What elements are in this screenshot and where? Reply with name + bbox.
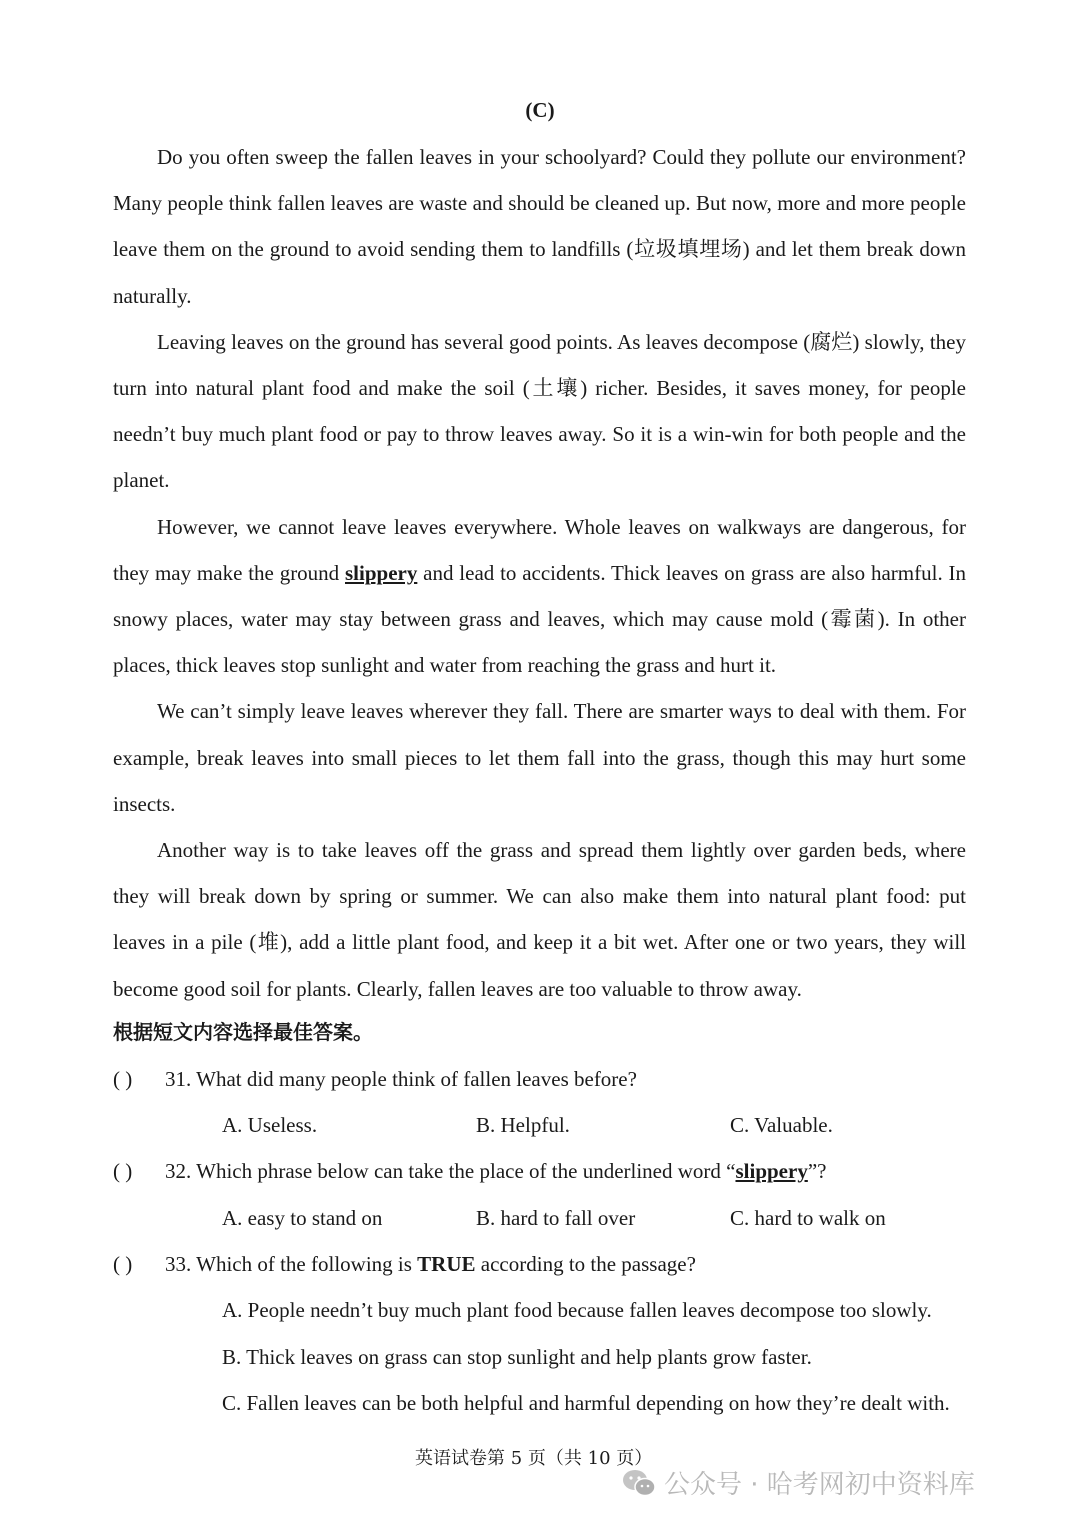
option-a[interactable]: A. easy to stand on xyxy=(222,1206,383,1230)
underlined-word: slippery xyxy=(735,1159,808,1183)
question-text-before: 32. Which phrase below can take the place of the underlined word “ xyxy=(165,1159,736,1183)
option-b[interactable]: B. Helpful. xyxy=(476,1113,570,1137)
watermark-text: 公众号 · 哈考网初中资料库 xyxy=(664,1470,975,1500)
answer-blank[interactable]: ( ) xyxy=(113,1159,133,1183)
option-c[interactable]: C. Valuable. xyxy=(730,1113,833,1137)
wechat-icon xyxy=(622,1468,656,1498)
passage-paragraph-5: Another way is to take leaves off the grass and spread them lightly over garden beds, where they will break down by spring or summer. We can also make them into natural plant food: put leaves in a pile (堆), add a little plant food, and keep it a bit wet. After one or two years, they will become good soil for plants. Clearly, fallen leaves are too valuable to throw away. xyxy=(113,838,966,1001)
paragraph-3-text-after: and lead to accidents. Thick leaves on grass are also harmful. In snowy places, water may stay between grass and leaves, which may cause mold (霉菌). In other places, thick leaves stop sunlight and water from reaching the grass and hurt it. xyxy=(113,560,967,678)
question-text-after: according to the passage? xyxy=(475,1252,696,1276)
question-33 xyxy=(113,1252,973,1277)
emphasis-word: TRUE xyxy=(417,1252,476,1276)
watermark xyxy=(622,1464,975,1501)
paragraph-3-text-before: However, we cannot leave leaves everywhere. Whole leaves on walkways are dangerous, for they may make the ground xyxy=(113,514,966,585)
passage-paragraph-1: Do you often sweep the fallen leaves in your schoolyard? Could they pollute our environment? Many people think fallen leaves are waste and should be cleaned up. But now, more and more people leave them on the ground to avoid sending them to landfills (垃圾填埋场) and let them break down naturally. xyxy=(113,145,966,308)
page-footer: 英语试卷第 5 页（共 10 页） xyxy=(415,1448,653,1469)
answer-blank[interactable]: ( ) xyxy=(113,1252,133,1276)
option-c[interactable]: C. hard to walk on xyxy=(730,1206,886,1230)
question-text: 31. What did many people think of fallen leaves before? xyxy=(165,1067,637,1091)
question-text-before: 33. Which of the following is xyxy=(165,1252,418,1276)
option-a[interactable]: A. People needn’t buy much plant food because fallen leaves decompose too slowly. xyxy=(222,1298,932,1322)
reading-passage xyxy=(113,134,966,1012)
question-32 xyxy=(113,1159,973,1184)
question-instruction: 根据短文内容选择最佳答案。 xyxy=(113,1020,373,1044)
option-c[interactable]: C. Fallen leaves can be both helpful and harmful depending on how they’re dealt with. xyxy=(222,1391,950,1415)
question-32-options xyxy=(222,1206,982,1231)
option-b[interactable]: B. hard to fall over xyxy=(476,1206,636,1230)
underlined-word: slippery xyxy=(345,560,418,585)
answer-blank[interactable]: ( ) xyxy=(113,1067,133,1091)
section-title: (C) xyxy=(525,98,555,122)
question-31-options xyxy=(222,1113,982,1138)
option-a[interactable]: A. Useless. xyxy=(222,1113,318,1137)
passage-paragraph-2: Leaving leaves on the ground has several good points. As leaves decompose (腐烂) slowly, they turn into natural plant food and make the soil (土壤) richer. Besides, it saves money, for people needn’t buy much plant food or pay to throw leaves away. So it is a win-win for both people and the planet. xyxy=(113,329,966,493)
question-text-after: ”? xyxy=(807,1159,827,1183)
passage-paragraph-3 xyxy=(113,504,966,689)
passage-paragraph-4: We can’t simply leave leaves wherever they fall. There are smarter ways to deal with them. For example, break leaves into small pieces to let them fall into the grass, though this may hurt some insects. xyxy=(113,699,966,816)
question-31 xyxy=(113,1067,973,1092)
option-b[interactable]: B. Thick leaves on grass can stop sunlight and help plants grow faster. xyxy=(222,1345,812,1369)
